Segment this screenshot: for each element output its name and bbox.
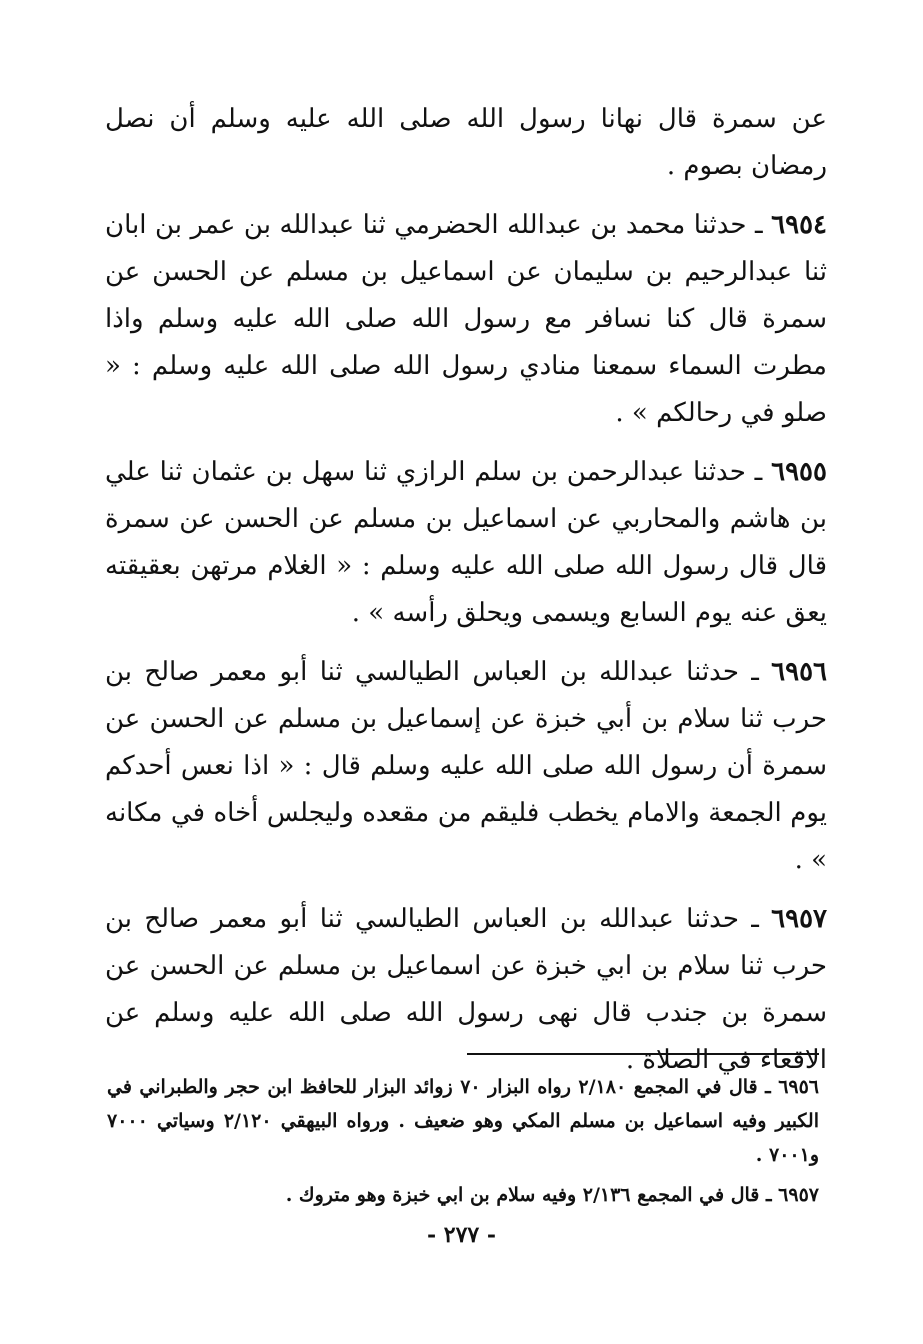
hadith-number: ٦٩٥٧	[771, 904, 827, 934]
hadith-text: حدثنا محمد بن عبدالله الحضرمي ثنا عبدالله بن عمر بن ابان ثنا عبدالرحيم بن سليمان عن اسماعيل بن مسلم عن الحسن عن سمرة قال كنا نسافر مع رسول الله صلى الله عليه وسلم واذا مطرت السماء سمعنا منادي رسول الله صلى الله عليه وسلم : « صلو في رحالكم » .	[105, 210, 827, 428]
hadith-number: ٦٩٥٥	[771, 457, 827, 487]
main-text	[105, 96, 827, 1084]
footnote-number: ٦٩٥٦	[778, 1076, 820, 1098]
hadith-number: ٦٩٥٦	[771, 657, 827, 687]
hadith-paragraph	[105, 449, 827, 637]
footnote-text: قال في المجمع ٢/١٨٠ رواه البزار ٧٠ زوائد البزار للحافظ ابن حجر والطبراني في الكبير وفيه اسماعيل بن مسلم المكي وهو ضعيف . ورواه البيهقي ٢/١٢٠ وسياتي ٧٠٠٠ و٧٠٠١ .	[107, 1076, 819, 1166]
footnote-number: ٦٩٥٧	[778, 1184, 819, 1206]
footnote-text: قال في المجمع ٢/١٣٦ وفيه سلام بن ابي خبزة وهو متروك .	[285, 1184, 760, 1206]
dash: ـ	[745, 457, 772, 487]
hadith-number: ٦٩٥٤	[771, 210, 827, 240]
hadith-text: حدثنا عبدالرحمن بن سلم الرازي ثنا سهل بن عثمان ثنا علي بن هاشم والمحاربي عن اسماعيل بن مسلم عن الحسن عن سمرة قال قال رسول الله صلى الله عليه وسلم : « الغلام مرتهن بعقيقته يعق عنه يوم السابع ويسمى ويحلق رأسه » .	[105, 457, 827, 628]
dash: ـ	[738, 904, 772, 934]
dash: ـ	[759, 1184, 779, 1206]
hadith-text: حدثنا عبدالله بن العباس الطيالسي ثنا أبو معمر صالح بن حرب ثنا سلام بن ابي خبزة عن اسماعيل بن مسلم عن الحسن عن سمرة بن جندب قال نهى رسول الله صلى الله عليه وسلم عن الاقعاء في الصلاة .	[105, 904, 828, 1075]
hadith-text: حدثنا عبدالله بن العباس الطيالسي ثنا أبو معمر صالح بن حرب ثنا سلام بن أبي خبزة عن إسماعيل بن مسلم عن الحسن عن سمرة أن رسول الله صلى الله عليه وسلم قال : « اذا نعس أحدكم يوم الجمعة والامام يخطب فليقم من مقعده وليجلس أخاه في مكانه » .	[105, 657, 827, 875]
footnote	[107, 1070, 819, 1172]
hadith-paragraph	[105, 649, 827, 884]
footnotes	[107, 1070, 819, 1212]
dash: ـ	[738, 657, 772, 687]
hadith-paragraph	[105, 202, 827, 437]
hadith-paragraph	[105, 896, 827, 1084]
dash: ـ	[757, 1076, 779, 1098]
dash: ـ	[746, 210, 772, 240]
continuation-paragraph: عن سمرة قال نهانا رسول الله صلى الله عليه وسلم أن نصل رمضان بصوم .	[105, 104, 827, 181]
footnote-divider	[467, 1053, 819, 1055]
footnote	[107, 1178, 819, 1212]
page-number: - ٢٧٧ -	[426, 1222, 497, 1248]
